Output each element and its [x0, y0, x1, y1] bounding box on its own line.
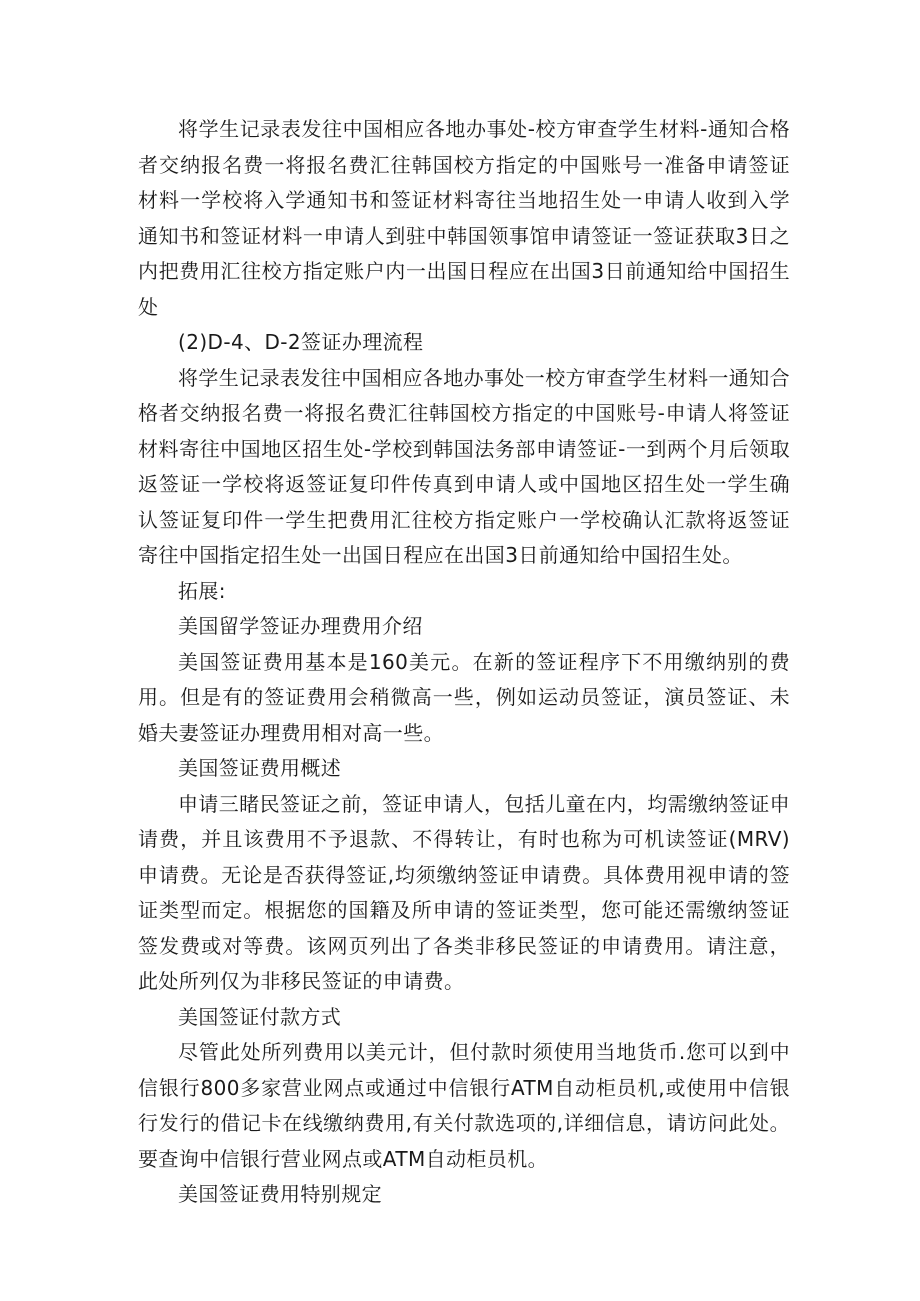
heading-us-visa-fee-overview: 美国签证费用概述: [178, 756, 342, 780]
paragraph-us-visa-fee-overview: 申请三睹民签证之前，签证申请人，包括儿童在内，均需缴纳签证申请费，并且该费用不予退款、不得转让，有时也称为可机读签证(MRV)申请费。无论是否获得签证,均须缴纳签证申请费。具体费用视申请的签证类型而定。根据您的国籍及所申请的签证类型，您可能还需缴纳签证签发费或对等费。该网页列出了各类非移民签证的申请费用。请注意，此处所列仅为非移民签证的申请费。: [138, 791, 790, 993]
heading-us-visa-fee-intro: 美国留学签证办理费用介绍: [178, 614, 423, 638]
heading-us-visa-payment: 美国签证付款方式: [178, 1004, 342, 1029]
heading-us-visa-special-rules: 美国签证费用特别规定: [178, 1182, 382, 1206]
paragraph-us-visa-fee-basic: 美国签证费用基本是160美元。在新的签证程序下不用缴纳别的费用。但是有的签证费用会稍微高一些，例如运动员签证，演员签证、未婚夫妻签证办理费用相对高一些。: [138, 649, 790, 745]
paragraph-d4-d2-process: 将学生记录表发往中国相应各地办事处一校方审查学生材料一通知合格者交纳报名费一将报名费汇往韩国校方指定的中国账号-申请人将签证材料寄往中国地区招生处-学校到韩国法务部申请签证-一到两个月后领取返签证一学校将返签证复印件传真到申请人或中国地区招生处一学生确认签证复印件一学生把费用汇往校方指定账户一学校确认汇款将返签证寄往中国指定招生处一出国日程应在出国3日前通知给中国招生处。: [138, 365, 790, 567]
paragraph-study-visa-process: 将学生记录表发往中国相应各地办事处-校方审查学生材料-通知合格者交纳报名费一将报名费汇往韩国校方指定的中国账号一准备申请签证材料一学校将入学通知书和签证材料寄往当地招生处一申请人收到入学通知书和签证材料一申请人到驻中韩国领事馆申请签证一签证获取3日之内把费用汇往校方指定账户内一出国日程应在出国3日前通知给中国招生处: [138, 117, 790, 319]
heading-d4-d2-process: (2)D-4、D-2签证办理流程: [178, 330, 424, 354]
heading-extension: 拓展:: [178, 578, 226, 603]
paragraph-us-visa-payment: 尽管此处所列费用以美元计，但付款时须使用当地货币.您可以到中信银行800多家营业网点或通过中信银行ATM自动柜员机,或使用中信银行发行的借记卡在线缴纳费用,有关付款选项的,详细信息，请访问此处。要查询中信银行营业网点或ATM自动柜员机。: [138, 1040, 790, 1171]
